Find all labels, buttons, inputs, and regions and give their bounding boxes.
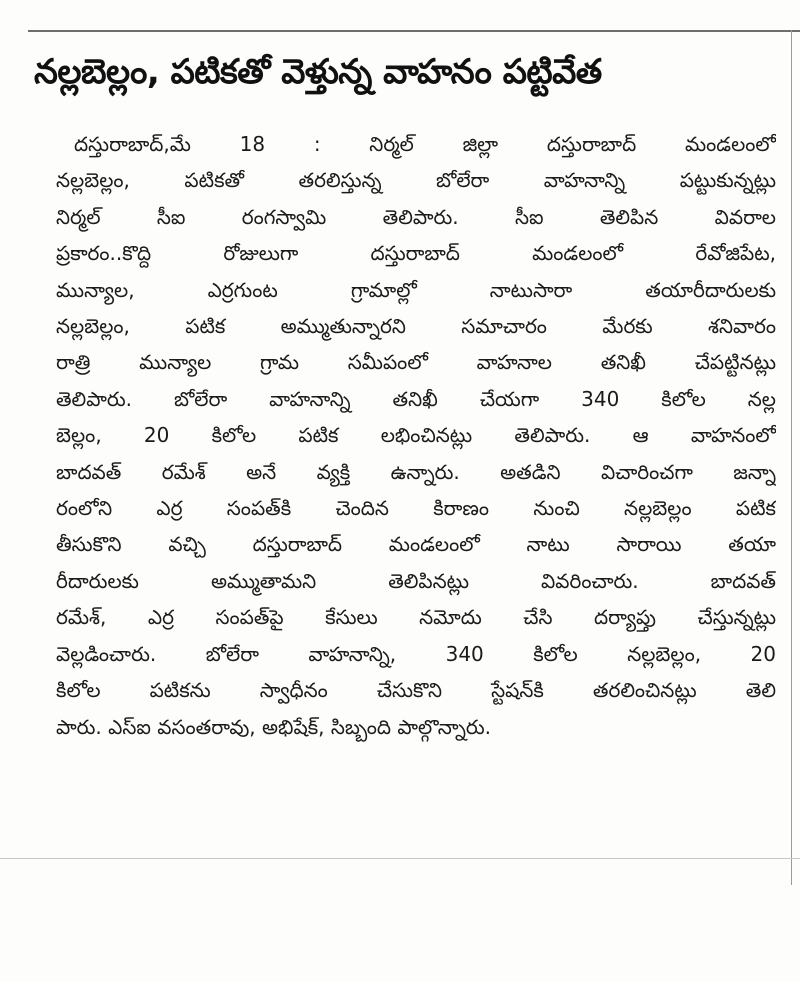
article-line: రీదారులకు అమ్ముతామని తెలిపినట్లు వివరించారు. బాదవత్ — [56, 568, 776, 593]
top-rule — [28, 30, 800, 32]
article-line: తెలిపారు. బోలేరా వాహనాన్ని తనిఖీ చేయగా 340 కిలోల నల్ల — [56, 386, 776, 411]
article-line: రాత్రి మున్యాల గ్రామ సమీపంలో వాహనాల తనిఖీ చేపట్టినట్లు — [56, 350, 776, 375]
article-line: నిర్మల్ సీఐ రంగస్వామి తెలిపారు. సీఐ తెలిపిన వివరాల — [56, 204, 776, 229]
bottom-rule — [0, 858, 800, 859]
article-line: నల్లబెల్లం, పటికతో తరలిస్తున్న బోలేరా వాహనాన్ని పట్టుకున్నట్లు — [56, 168, 776, 193]
article-line: బాదవత్ రమేశ్ అనే వ్యక్తి ఉన్నారు. అతడిని విచారించగా జన్నా — [56, 459, 776, 484]
article-headline: నల్లబెల్లం, పటికతో వెళ్తున్న వాహనం పట్టివేత — [34, 52, 602, 92]
article-body — [56, 126, 776, 745]
article-line: కిలోల పటికను స్వాధీనం చేసుకొని స్టేషన్‌కి తరలించినట్లు తెలి — [56, 678, 776, 703]
column-rule — [791, 30, 792, 885]
article-line: పారు. ఎస్ఐ వసంతరావు, అభిషేక్, సిబ్బంది పాల్గొన్నారు. — [56, 714, 492, 739]
article-line: రమేశ్, ఎర్ర సంపత్‌పై కేసులు నమోదు చేసి దర్యాప్తు చేస్తున్నట్లు — [56, 605, 776, 630]
article-line: బెల్లం, 20 కిలోల పటిక లభించినట్లు తెలిపారు. ఆ వాహనంలో — [56, 423, 776, 448]
article-line: వెల్లడించారు. బోలేరా వాహనాన్ని, 340 కిలోల నల్లబెల్లం, 20 — [56, 641, 776, 666]
article-line: మున్యాల, ఎర్రగుంట గ్రామాల్లో నాటుసారా తయారీదారులకు — [56, 277, 776, 302]
article-line: దస్తురాబాద్,మే 18 : నిర్మల్ జిల్లా దస్తురాబాద్ మండలంలో — [74, 132, 776, 156]
article-line: రంలోని ఎర్ర సంపత్‌కి చెందిన కిరాణం నుంచి నల్లబెల్లం పటిక — [56, 496, 776, 521]
article-line: ప్రకారం..కొద్ది రోజులుగా దస్తురాబాద్ మండలంలో రేవోజిపేట, — [56, 241, 776, 266]
article-line: తీసుకొని వచ్చి దస్తురాబాద్ మండలంలో నాటు సారాయి తయా — [56, 532, 776, 557]
article-line: నల్లబెల్లం, పటిక అమ్ముతున్నారని సమాచారం మేరకు శనివారం — [56, 314, 776, 339]
